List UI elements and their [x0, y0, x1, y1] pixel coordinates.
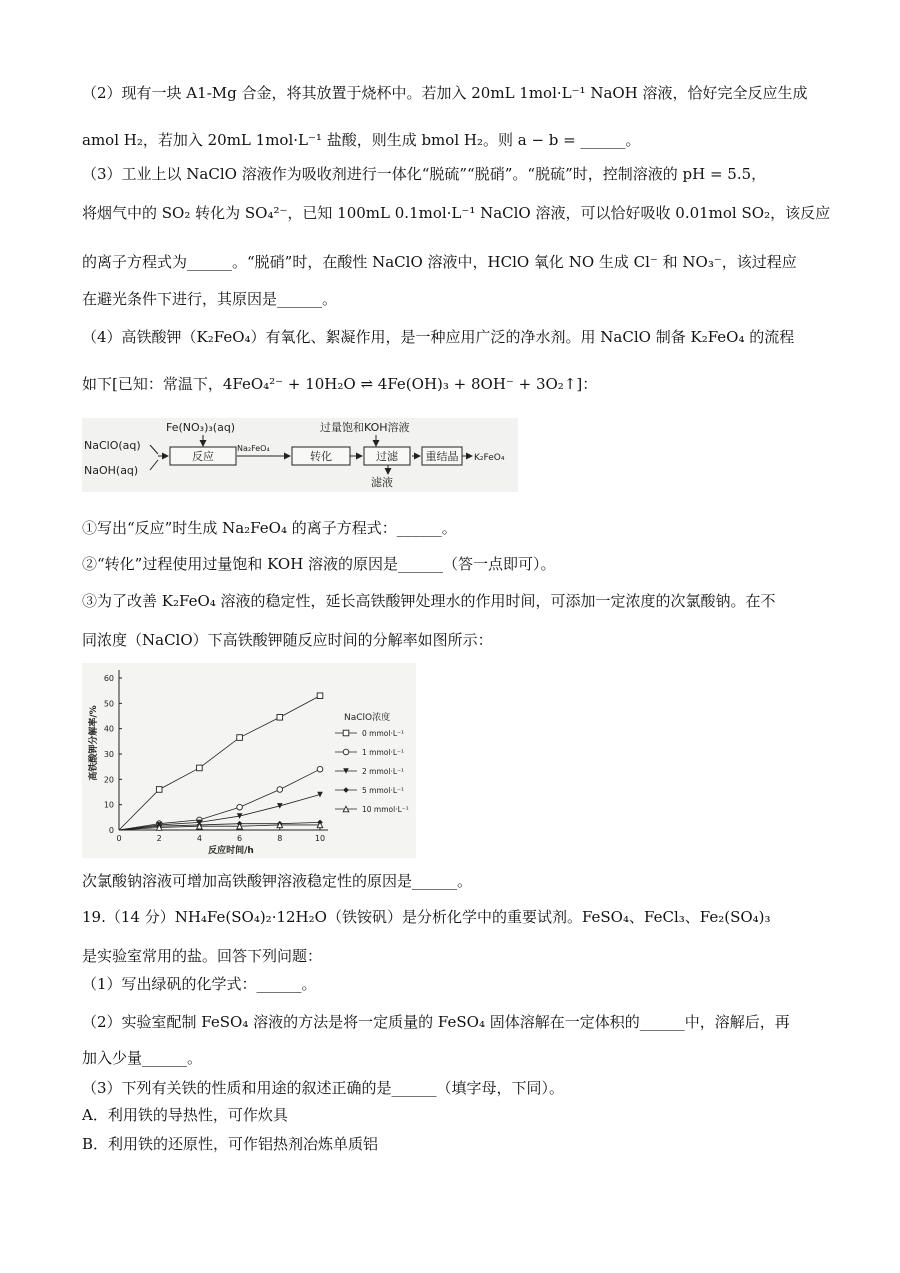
product-k2feo4: K₂FeO₄: [474, 453, 505, 463]
legend-marker: [343, 730, 349, 736]
series-1: [119, 766, 323, 830]
x-tick-label: 8: [277, 834, 283, 843]
q3-line-1: （3）工业上以 NaClO 溶液作为吸收剂进行一体化“脱硫”“脱硝”。“脱硫”时，控制溶液的 pH = 5.5，: [82, 165, 767, 183]
legend-entry: 10 mmol·L⁻¹: [362, 805, 409, 814]
q4-sub-2: ②“转化”过程使用过量饱和 KOH 溶液的原因是______（答一点即可）。: [82, 555, 556, 573]
legend-entry: 1 mmol·L⁻¹: [362, 748, 404, 757]
box-filter-label: 过滤: [376, 450, 398, 463]
q2-line-2: amol H₂，若加入 20mL 1mol·L⁻¹ 盐酸，则生成 bmol H₂。则 a − b = ______。: [82, 131, 641, 149]
filtrate-label: 滤液: [371, 476, 393, 489]
box-conversion-label: 转化: [310, 450, 332, 463]
decomposition-chart: [82, 663, 416, 858]
y-tick-label: 50: [103, 699, 114, 709]
legend-entry: 2 mmol·L⁻¹: [362, 767, 404, 776]
data-point: [317, 766, 323, 772]
legend-marker: [343, 749, 349, 755]
data-point: [197, 765, 203, 771]
data-point: [317, 693, 323, 699]
data-point: [317, 792, 323, 798]
data-point: [277, 714, 283, 720]
series-0: [119, 693, 323, 830]
q2-line-1: （2）现有一块 A1-Mg 合金，将其放置于烧杯中。若加入 20mL 1mol·L⁻¹ NaOH 溶液，恰好完全反应生成: [82, 84, 808, 102]
input-koh: 过量饱和KOH溶液: [320, 421, 410, 434]
origin-label: 0: [116, 834, 122, 843]
process-flow-diagram: [82, 418, 518, 492]
input-fe-nitrate: Fe(NO₃)₃(aq): [166, 421, 236, 434]
x-tick-label: 4: [196, 834, 202, 843]
chart-svg: [82, 663, 416, 858]
input-naoh: NaOH(aq): [84, 464, 139, 477]
q4-line-1: （4）高铁酸钾（K₂FeO₄）有氧化、絮凝作用，是一种应用广泛的净水剂。用 NaClO 制备 K₂FeO₄ 的流程: [82, 328, 795, 346]
q19-part-1: （1）写出绿矾的化学式：______。: [82, 975, 317, 993]
q19-option-b: B．利用铁的还原性，可作铝热剂冶炼单质铝: [82, 1135, 379, 1153]
y-tick-label: 20: [103, 775, 114, 785]
q19-option-a: A．利用铁的导热性，可作炊具: [82, 1106, 288, 1124]
q19-part-3: （3）下列有关铁的性质和用途的叙述正确的是______（填字母，下同）。: [82, 1079, 565, 1097]
q4-sub-3b: 同浓度（NaClO）下高铁酸钾随反应时间的分解率如图所示：: [82, 631, 493, 649]
y-axis-label: 高铁酸钾分解率/%: [89, 705, 99, 781]
y-tick-label: 40: [103, 724, 114, 734]
q19-part-2b: 加入少量______。: [82, 1049, 203, 1067]
x-tick-label: 6: [237, 834, 243, 843]
q19-line-2: 是实验室常用的盐。回答下列问题：: [82, 947, 323, 965]
box-recrystallize-label: 重结晶: [425, 450, 459, 463]
legend-entry: 5 mmol·L⁻¹: [362, 786, 404, 795]
input-naclo: NaClO(aq): [84, 439, 141, 452]
legend-title: NaClO浓度: [344, 713, 391, 723]
data-point: [277, 803, 283, 809]
q4-line-2: 如下[已知：常温下，4FeO₄²⁻ + 10H₂O ⇌ 4Fe(OH)₃ + 8OH⁻ + 3O₂↑]：: [82, 375, 598, 393]
series-line: [119, 696, 320, 830]
y-tick-label: 0: [108, 826, 114, 835]
legend-marker: [343, 787, 349, 793]
x-tick-label: 2: [156, 834, 162, 843]
y-tick-label: 10: [103, 800, 114, 810]
x-tick-label: 10: [314, 834, 326, 843]
q19-part-2a: （2）实验室配制 FeSO₄ 溶液的方法是将一定质量的 FeSO₄ 固体溶解在一定体积的______中，溶解后，再: [82, 1013, 790, 1031]
y-tick-label: 30: [103, 750, 114, 759]
legend-entry: 0 mmol·L⁻¹: [362, 729, 404, 738]
flow-svg: [82, 418, 518, 492]
q4-sub-3a: ③为了改善 K₂FeO₄ 溶液的稳定性，延长高铁酸钾处理水的作用时间，可添加一定浓度的次氯酸钠。在不: [82, 592, 776, 610]
q3-line-3: 的离子方程式为______。“脱硝”时，在酸性 NaClO 溶液中，HClO 氧化 NO 生成 Cl⁻ 和 NO₃⁻，该过程应: [82, 253, 797, 271]
q3-line-4: 在避光条件下进行，其原因是______。: [82, 290, 338, 308]
q4-sub-1: ①写出“反应”时生成 Na₂FeO₄ 的离子方程式：______。: [82, 519, 457, 537]
data-point: [237, 735, 243, 741]
box-reaction-label: 反应: [192, 450, 214, 463]
intermediate-na2feo4: Na₂FeO₄: [237, 444, 270, 453]
data-point: [156, 787, 162, 793]
q19-line-1: 19.（14 分）NH₄Fe(SO₄)₂·12H₂O（铁铵矾）是分析化学中的重要试剂。FeSO₄、FeCl₃、Fe₂(SO₄)₃: [82, 908, 771, 926]
data-point: [277, 787, 283, 793]
x-axis-label: 反应时间/h: [208, 846, 254, 856]
q4-after-chart: 次氯酸钠溶液可增加高铁酸钾溶液稳定性的原因是______。: [82, 872, 473, 890]
q3-line-2: 将烟气中的 SO₂ 转化为 SO₄²⁻，已知 100mL 0.1mol·L⁻¹ NaClO 溶液，可以恰好吸收 0.01mol SO₂，该反应: [82, 204, 831, 222]
y-tick-label: 60: [103, 674, 114, 683]
data-point: [237, 804, 243, 810]
